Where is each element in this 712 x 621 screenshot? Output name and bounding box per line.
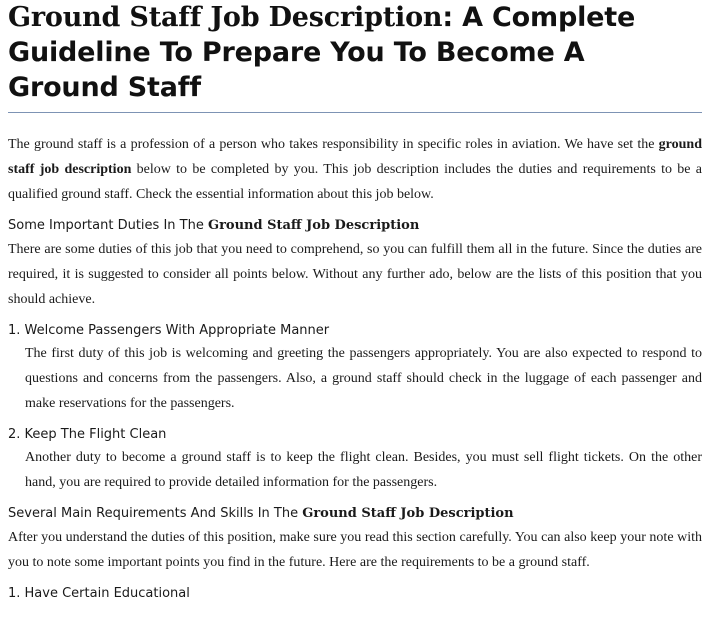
section-heading-prefix: Some Important Duties In The [8, 218, 208, 233]
intro-text-1: The ground staff is a profession of a person who takes responsibility in specific roles in aviation. We have set the [8, 137, 659, 152]
intro-text-2: below to be completed by you. This job description includes the duties and requirements to be a qualified ground staff. Check the essential information about this job below. [8, 162, 702, 202]
title-rest: : A Complete Guideline To Prepare You To Become A Ground Staff [8, 2, 636, 103]
document-page [8, 0, 702, 604]
intro-bold-keyword: ground staff job description [8, 137, 702, 177]
section-heading-duties [8, 216, 702, 236]
list-item-body: The first duty of this job is welcoming and greeting the passengers appropriately. You are also expected to respond to questions and concerns from the passengers. Also, a ground staff should check in the luggage of each passenger and make reservations for the passengers. [25, 346, 702, 411]
section-heading-bold: Ground Staff Job Description [302, 506, 514, 521]
section-heading-requirements [8, 504, 702, 524]
page-title [8, 0, 702, 105]
title-bold: Ground Staff Job Description [8, 2, 443, 33]
list-item-title: 2. Keep The Flight Clean [8, 427, 167, 442]
intro-paragraph [8, 132, 702, 207]
title-divider [8, 112, 702, 113]
section-heading-prefix: Several Main Requirements And Skills In The [8, 506, 303, 521]
section-heading-bold: Ground Staff Job Description [207, 218, 420, 233]
list-item-body: Another duty to become a ground staff is to keep the flight clean. Besides, you must sell flight tickets. On the other hand, you are required to provide detailed information for the passengers. [25, 450, 702, 490]
list-item-title: 1. Have Certain Educational [8, 586, 190, 601]
section-body-duties: There are some duties of this job that you need to comprehend, so you can fulfill them all in the future. Since the duties are required, it is suggested to consider all points below. Without any further ado, below are the lists of this position that you should achieve. [8, 242, 702, 307]
list-item-title: 1. Welcome Passengers With Appropriate Manner [8, 323, 330, 338]
section-body-requirements: After you understand the duties of this position, make sure you read this section carefully. You can also keep your note with you to note some important points you find in the future. Here are the requirements to be a ground staff. [8, 530, 702, 570]
